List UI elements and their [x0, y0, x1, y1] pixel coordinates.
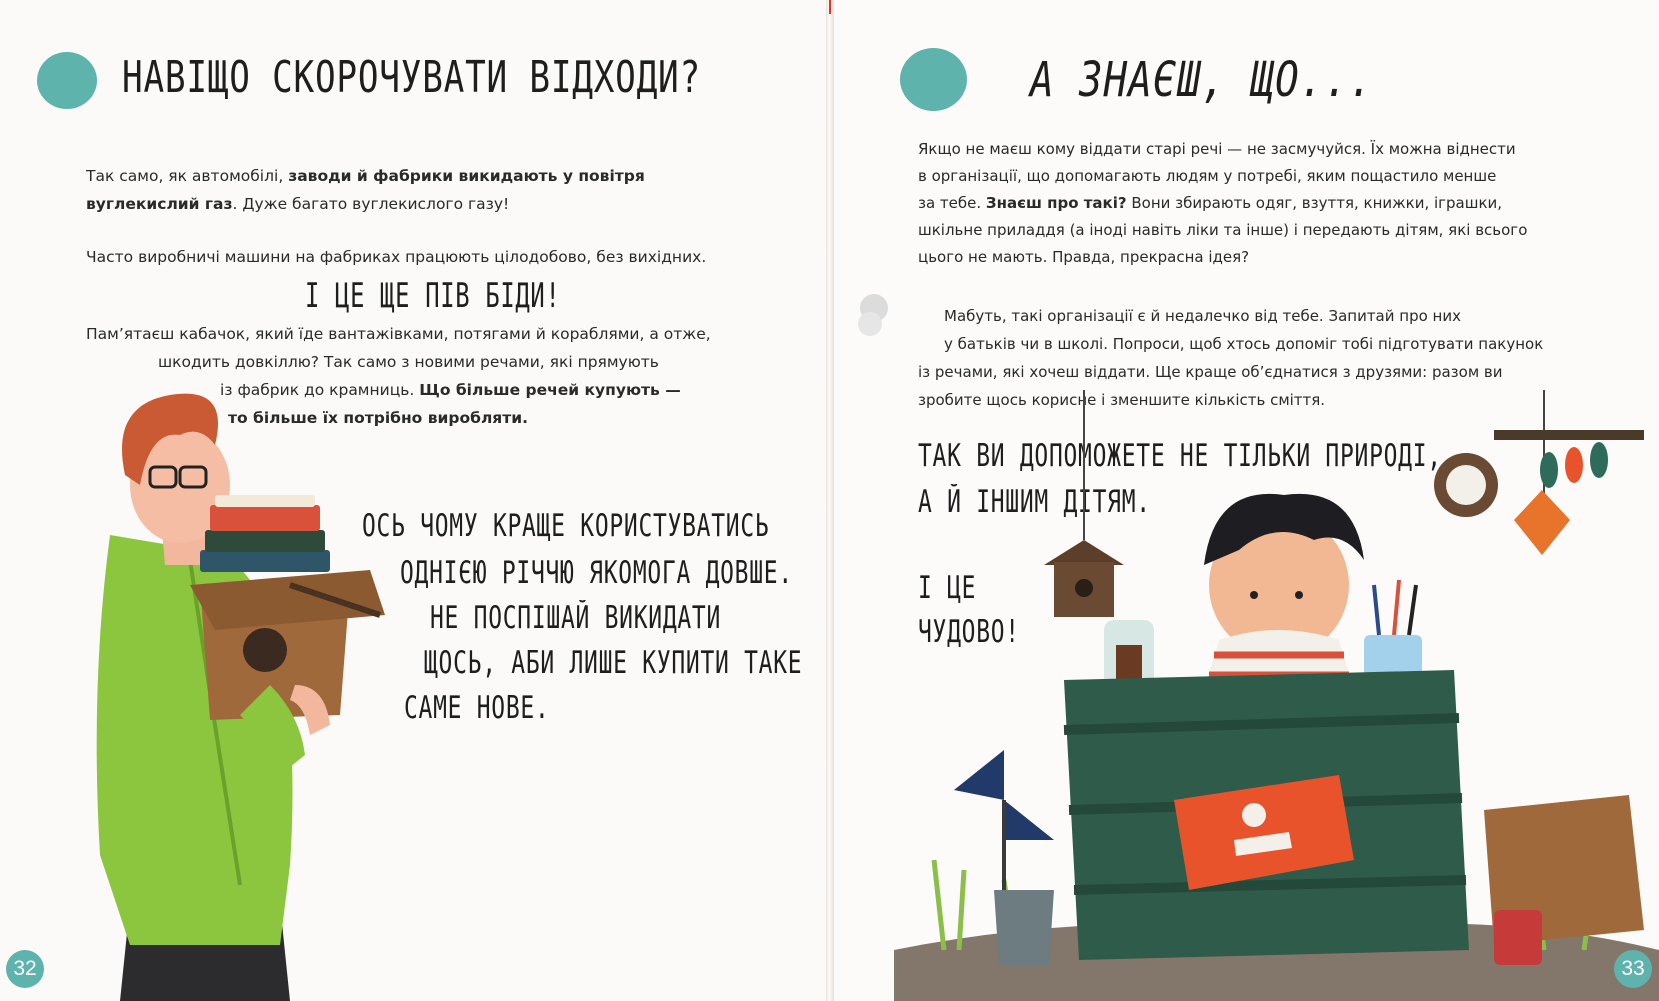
- hand-line-2: ОДНІЄЮ РІЧЧЮ ЯКОМОГА ДОВШЕ.: [400, 555, 793, 591]
- left-page: [0, 0, 826, 1001]
- hand-line-4: ЩОСЬ, АБИ ЛИШЕ КУПИТИ ТАКЕ: [424, 645, 803, 681]
- book-spine: [826, 0, 834, 1001]
- right-paragraph-2: Мабуть, такі організації є й недалечко від тебе. Запитай про них у батьків чи в школі. Попроси, щоб хтось допоміг тобі підготувати пакунок із речами, які хочеш віддати. Ще краще об’єднатися з друзями: разом ви зробите щось корисне і зменшите кількість сміття.: [918, 307, 1544, 409]
- spine-mark: [829, 0, 831, 14]
- title-bullet: [37, 52, 97, 109]
- hand-line-5: САМЕ НОВЕ.: [404, 690, 550, 726]
- highlight-phrase: І ЦЕ ЩЕ ПІВ БІДИ!: [305, 276, 561, 316]
- right-hand-line-2: А Й ІНШИМ ДІТЯМ.: [918, 484, 1151, 520]
- right-hand-line-3: І ЦЕ: [918, 570, 977, 606]
- page-number-left: 32: [6, 950, 44, 988]
- left-paragraph-2: Часто виробничі машини на фабриках працюють цілодобово, без вихідних.: [86, 248, 707, 266]
- boy-donation-crate-illustration: [894, 390, 1659, 1001]
- left-paragraph-1: Так само, як автомобілі, заводи й фабрики викидають у повітря вуглекислий газ. Дуже багато вуглекислого газу!: [86, 167, 645, 213]
- left-page-title: НАВІЩО СКОРОЧУВАТИ ВІДХОДИ?: [122, 52, 701, 103]
- right-page-title: А ЗНАЄШ, ЩО...: [1030, 52, 1374, 108]
- right-page: [834, 0, 1659, 1001]
- person-with-box-illustration: [40, 385, 420, 1001]
- right-hand-line-1: ТАК ВИ ДОПОМОЖЕТЕ НЕ ТІЛЬКИ ПРИРОДІ,: [918, 438, 1442, 474]
- right-hand-line-4: ЧУДОВО!: [918, 614, 1020, 650]
- left-paragraph-3: Пам’ятаєш кабачок, який їде вантажівками, потягами й кораблями, а отже, шкодить довкіллю? Так само з новими речами, які прямують із фабрик до крамниць. Що більше речей купують — то більше їх потрібно виробляти.: [86, 325, 711, 427]
- title-bullet: [900, 48, 967, 111]
- page-number-right: 33: [1614, 950, 1652, 988]
- right-paragraph-1: Якщо не маєш кому віддати старі речі — не засмучуйся. Їх можна віднести в організації, що допомагають людям у потребі, яким пощастило менше за тебе. Знаєш про такі? Вони збирають одяг, взуття, книжки, іграшки, шкільне приладдя (а іноді навіть ліки та інше) і передають дітям, які всього цього не мають. Правда, прекрасна ідея?: [918, 140, 1528, 266]
- hand-line-1: ОСЬ ЧОМУ КРАЩЕ КОРИСТУВАТИСЬ: [362, 508, 770, 544]
- hand-line-3: НЕ ПОСПІШАЙ ВИКИДАТИ: [430, 600, 722, 636]
- bubble-icon: [854, 292, 894, 340]
